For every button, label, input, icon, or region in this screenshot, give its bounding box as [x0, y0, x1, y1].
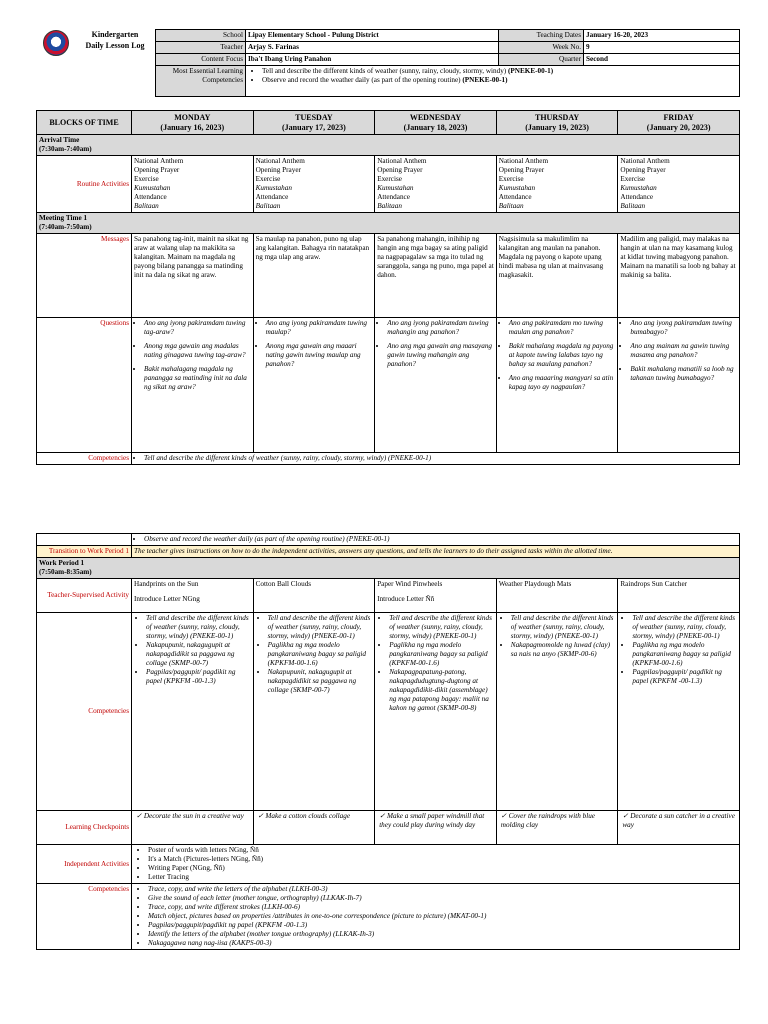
routine-row [37, 156, 740, 213]
routine-cell: National Anthem Opening Prayer Exercise Kumustahan Attendance Balitaan [253, 156, 375, 213]
melc-label: Most Essential Learning Competencies [156, 66, 246, 97]
day-header: THURSDAY (January 19, 2023) [496, 111, 618, 135]
checkpoint-cell: ✓ Decorate the sun in a creative way [132, 811, 254, 845]
routine-cell: National Anthem Opening Prayer Exercise Kumustahan Attendance Balitaan [375, 156, 497, 213]
header-row-focus [156, 54, 740, 66]
question-cell: • Ano ang iyong pakiramdam tuwing maulap? • Anong mga gawain ang maaari nating gawin tuwing maulap ang panahon? [253, 318, 375, 453]
competencies-label: Competencies [37, 453, 132, 465]
day-header: FRIDAY (January 20, 2023) [618, 111, 740, 135]
header-row-melc [156, 66, 740, 97]
melc-item: • Tell and describe the different kinds of weather (sunny, rainy, cloudy, stormy, windy) (PNEKE-00-1) [262, 67, 737, 76]
teacher-value: Arjay S. Farinas [246, 42, 499, 54]
competency-cell: • Tell and describe the different kinds of weather (sunny, rainy, cloudy, stormy, windy) (PNEKE-00-1) • Nakapagmomolde ng luwad (clay) sa nais na anyo (SKMP-00-6) [496, 613, 618, 811]
schedule-table [36, 110, 740, 465]
tsa-competencies-row [37, 613, 740, 811]
teaching-dates-value: January 16-20, 2023 [584, 30, 740, 42]
message-cell: Madilim ang paligid, may malakas na hangin at ulan na may kasamang kulog at kidlat tuwing mabagyong panahon. Mainam na manatili sa loob ng bahay at makinig sa balita. [618, 234, 740, 318]
competency-cell: • Tell and describe the different kinds of weather (sunny, rainy, cloudy, stormy, windy) (PNEKE-00-1) • Paglikha ng mga modelo pangkaraniwang bagay sa paligid (KPKFM-00-1.6) • Nakapupunit, nakagugupit at nakapagdidikit sa paggawa ng collage (SKMP-00-7) [253, 613, 375, 811]
transition-label: Transition to Work Period 1 [37, 546, 132, 558]
ind-competency-cell: • Trace, copy, and write the letters of the alphabet (LLKH-00-3) • Give the sound of each letter (mother tongue, orthography) (LLKAK-Ih-7) • Trace, copy, and write different strokes (LLKH-00-6) • Match object, pictures based on properties /attributes in one-to-one correspondence (picture to picture) (MKAT-00-1) • Pagpilas/paggupit/pagdikit ng papel (KPKFM -00-1.3) • Identify the letters of the alphabet (mother tongue orthography) (LLKAK-Ih-3) • Nakagagawa nang nag-iisa (KAKPS-00-3) [132, 884, 740, 950]
checkpoint-cell: ✓ Make a small paper windmill that they could play during windy day [375, 811, 497, 845]
checkpoints-label: Learning Checkpoints [37, 811, 132, 845]
teacher-label: Teacher [156, 42, 246, 54]
school-label: School [156, 30, 246, 42]
transition-text: The teacher gives instructions on how to do the independent activities, answers any questions, and tells the learners to do their assigned tasks within the allotted time. [132, 546, 740, 558]
quarter-value: Second [584, 54, 740, 66]
question-cell: • Ano ang iyong pakiramdam tuwing tag-araw? • Anong mga gawain ang madalas nating ginagawa tuwing tag-araw? • Bakit mahalagang magdala ng panangga sa matinding init na dala ng sikat ng araw? [132, 318, 254, 453]
day-header: WEDNESDAY (January 18, 2023) [375, 111, 497, 135]
tsa-label: Teacher-Supervised Activity [37, 579, 132, 613]
ind-competencies-row [37, 884, 740, 950]
week-label: Week No. [499, 42, 584, 54]
meeting-row [37, 213, 740, 234]
tsa-cell: Weather Playdough Mats [496, 579, 618, 613]
header-table [155, 29, 740, 97]
competency-cell: • Tell and describe the different kinds of weather (sunny, rainy, cloudy, stormy, windy) (PNEKE-00-1) • Paglikha ng mga modelo pangkaraniwang bagay sa paligid (KPKFM-00-1.6) • Nakapagpapatung-patong, nakapagdudugtung-dugtong at nakapagdidikit-dikit (assemblage) ng mga patapong bagay: maliit na kahon ng gamot (SKMP-00-8) [375, 613, 497, 811]
quarter-label: Quarter [499, 54, 584, 66]
routine-cell: National Anthem Opening Prayer Exercise Kumustahan Attendance Balitaan [132, 156, 254, 213]
day-header: TUESDAY (January 17, 2023) [253, 111, 375, 135]
melc-list [246, 66, 740, 97]
questions-row [37, 318, 740, 453]
competency-cell: • Tell and describe the different kinds of weather (sunny, rainy, cloudy, stormy, windy) (PNEKE-00-1) • Paglikha ng mga modelo pangkaraniwang bagay sa paligid (KPKFM-00-1.6) • Pagpilas/paggupit/ pagdikit ng papel (KPKFM -00-1.3) [618, 613, 740, 811]
tsa-row [37, 579, 740, 613]
tsa-cell: Handprints on the Sun Introduce Letter NGng [132, 579, 254, 613]
tsa-cell: Cotton Ball Clouds [253, 579, 375, 613]
arrival-time-header: Arrival Time (7:30am-7:40am) [37, 135, 740, 156]
routine-cell: National Anthem Opening Prayer Exercise Kumustahan Attendance Balitaan [496, 156, 618, 213]
top-competency-cell: • Observe and record the weather daily (as part of the opening routine) (PNEKE-00-1) [132, 534, 740, 546]
messages-label: Messages [37, 234, 132, 318]
message-cell: Nagsisimula sa makulimlim na kalangitan ang maulan na panahon. Magdala ng payong o kapote upang hindi mabasa ng ulan at mainvasang magkasakit. [496, 234, 618, 318]
teaching-dates-label: Teaching Dates [499, 30, 584, 42]
message-cell: Sa panahong mahangin, inihihip ng hangin ang mga bagay sa ating paligid na nagpapagalaw sa mga ito tulad ng saranggola, sanga ng puno, mga papel at dahon. [375, 234, 497, 318]
doc-title: Daily Lesson Log [85, 40, 145, 50]
question-cell: • Ano ang iyong pakiramdam tuwing bumabagyo? • Ano ang mainam na gawin tuwing masama ang panahon? • Bakit mahalang manatili sa loob ng tahanan tuwing bumabagyo? [618, 318, 740, 453]
work-period-row [37, 558, 740, 579]
blocks-of-time-header: BLOCKS OF TIME [37, 111, 132, 135]
day-header: MONDAY (January 16, 2023) [132, 111, 254, 135]
week-value: 9 [584, 42, 740, 54]
transition-row [37, 546, 740, 558]
question-cell: • Ano ang pakiramdam mo tuwing maulan ang panahon? • Bakit mahalang magdala ng payong at kapote tuwing lalabas tayo ng bahay sa maulang panahon? • Ano ang maaaring mangyari sa atin kapag tayo ay nagpaulan? [496, 318, 618, 453]
message-cell: Sa panahong tag-init, mainit na sikat ng araw at walang ulap na makikita sa kalangitan. Mainam na magdala ng payong bilang panangga sa matinding init na dala ng sikat ng araw. [132, 234, 254, 318]
schedule-section [0, 110, 768, 465]
melc-item: • Observe and record the weather daily (as part of the opening routine) (PNEKE-00-1) [262, 76, 737, 85]
top-competency-row [37, 534, 740, 546]
competencies-label: Competencies [37, 884, 132, 950]
grade-level: Kindergarten [91, 30, 139, 39]
page-two-section [0, 533, 768, 950]
question-cell: • Ano ang iyong pakiramdam tuwing mahangin ang panahon? • Ano ang mga gawain ang masayang gawin tuwing mahangin ang panahon? [375, 318, 497, 453]
independent-cell: • Poster of words with letters NGng, Ññ • It's a Match (Pictures-letters NGng, Ññ) • Writing Paper (NGng, Ññ) • Letter Tracing [132, 845, 740, 884]
checkpoint-cell: ✓ Decorate a sun catcher in a creative way [618, 811, 740, 845]
competency-cell: • Tell and describe the different kinds of weather (sunny, rainy, cloudy, stormy, windy) (PNEKE-00-1) [132, 453, 740, 465]
work-period-table [36, 533, 740, 950]
competencies-label: Competencies [37, 613, 132, 811]
checkpoint-cell: ✓ Make a cotton clouds collage [253, 811, 375, 845]
arrival-row [37, 135, 740, 156]
tsa-cell: Paper Wind Pinwheels Introduce Letter Ññ [375, 579, 497, 613]
tsa-cell: Raindrops Sun Catcher [618, 579, 740, 613]
header-row-teacher [156, 42, 740, 54]
routine-cell: National Anthem Opening Prayer Exercise Kumustahan Attendance Balitaan [618, 156, 740, 213]
message-cell: Sa maulap na panahon, puno ng ulap ang kalangitan. Bahagya rin natatakpan ng mga ulap ang araw. [253, 234, 375, 318]
checkpoints-row [37, 811, 740, 845]
independent-row [37, 845, 740, 884]
content-focus-label: Content Focus [156, 54, 246, 66]
competency-cell: • Tell and describe the different kinds of weather (sunny, rainy, cloudy, stormy, windy) (PNEKE-00-1) • Nakapupunit, nakagugupit at nakapagdidikit sa paggawa ng collage (SKMP-00-7) • Pagpilas/paggupit/ pagdikit ng papel (KPKFM -00-1.3) [132, 613, 254, 811]
routine-label: Routine Activities [37, 156, 132, 213]
work-period-header: Work Period 1 (7:50am-8:35am) [37, 558, 740, 579]
content-focus-value: Iba't Ibang Uring Panahon [246, 54, 499, 66]
questions-label: Questions [37, 318, 132, 453]
messages-row [37, 234, 740, 318]
days-header-row [37, 111, 740, 135]
header-row-school [156, 30, 740, 42]
competencies-row [37, 453, 740, 465]
school-value: Lipay Elementary School - Pulung District [246, 30, 499, 42]
meeting-time-header: Meeting Time 1 (7:40am-7:50am) [37, 213, 740, 234]
doc-title-block [75, 30, 155, 52]
deped-seal-icon [43, 30, 69, 56]
independent-label: Independent Activities [37, 845, 132, 884]
checkpoint-cell: ✓ Cover the raindrops with blue molding clay [496, 811, 618, 845]
